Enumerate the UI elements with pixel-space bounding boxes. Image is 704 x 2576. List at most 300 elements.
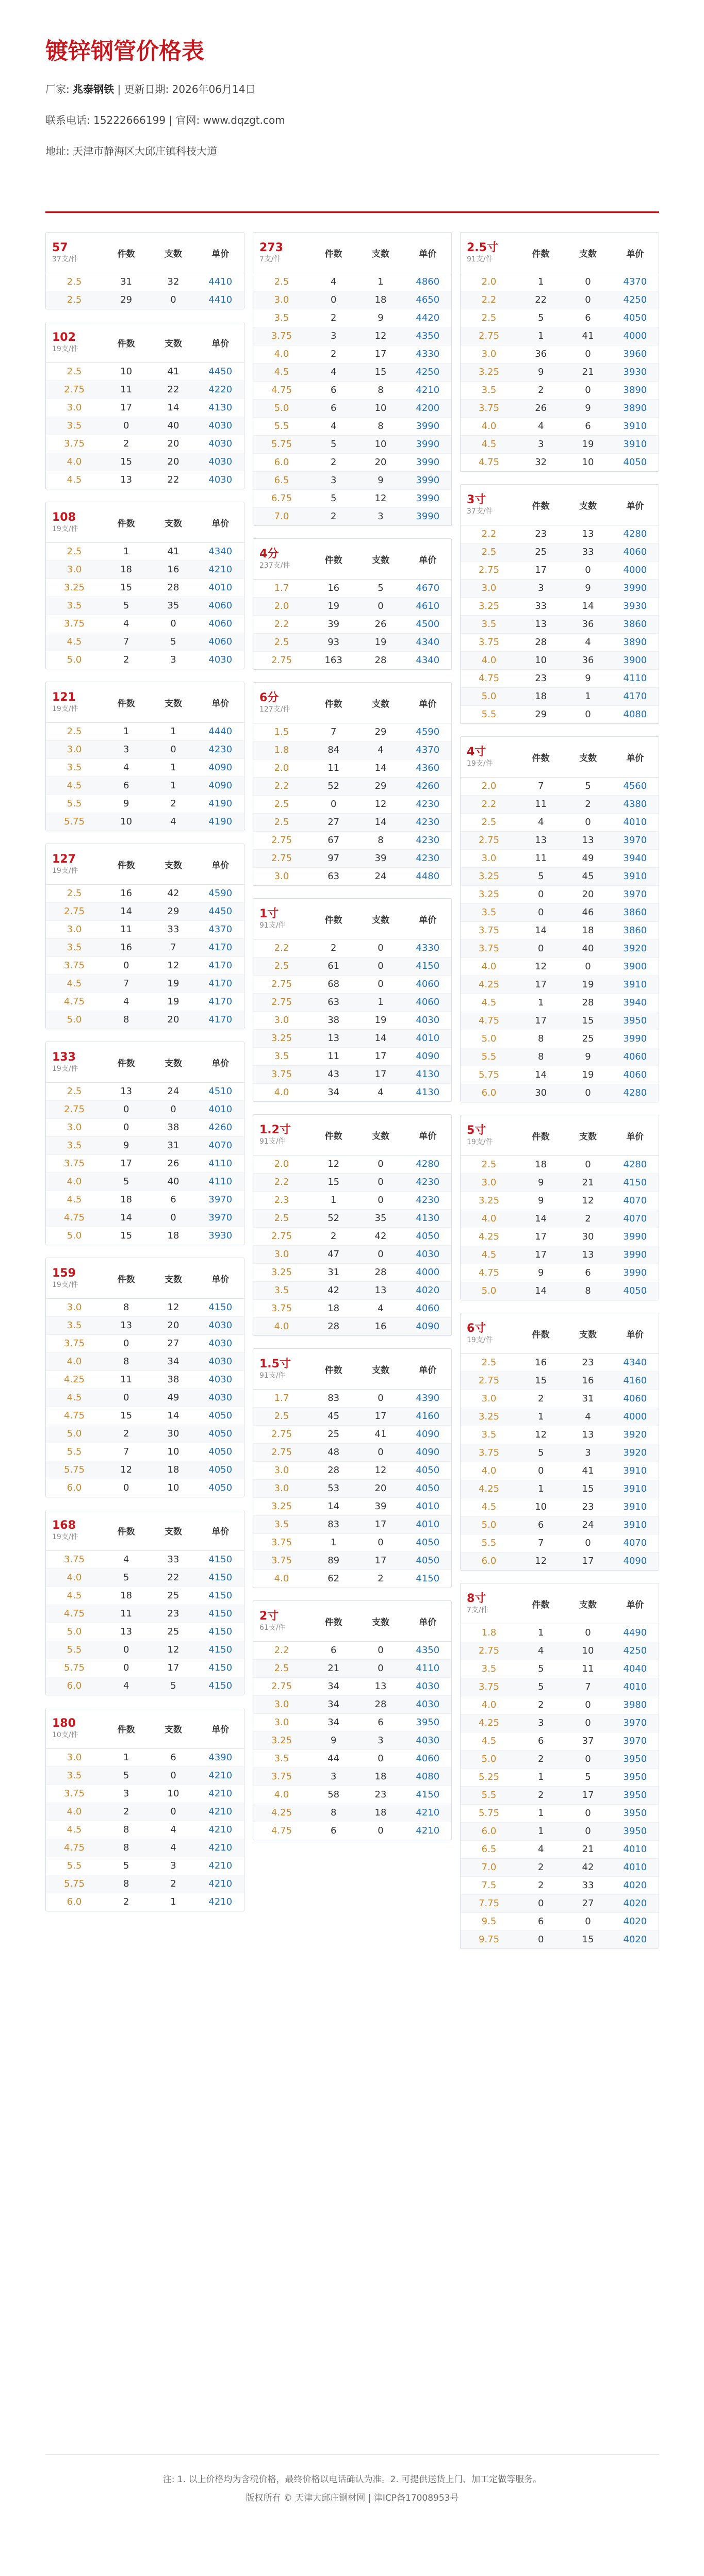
pieces-cell: 0 [585, 709, 591, 720]
footer-copyright: 版权所有 © 天津大邱庄钢材网 | 津ICP备17008953号 [245, 2493, 459, 2503]
price-table-header [461, 1313, 659, 1354]
pieces-cell: 40 [167, 1176, 179, 1187]
pieces-cell: 34 [167, 1356, 179, 1367]
bundles-cell: 12 [535, 1556, 547, 1566]
pipe-spec [253, 907, 310, 930]
table-row [253, 796, 451, 814]
table-row [461, 454, 659, 471]
pieces-cell: 0 [585, 1754, 591, 1764]
update-date: | 更新日期: 2026年06月14日 [117, 83, 256, 95]
wall-thickness-cell: 2.0 [274, 1159, 289, 1169]
pieces-header: 支数 [164, 1274, 182, 1285]
table-row [253, 832, 451, 850]
wall-thickness-cell: 3.0 [274, 1465, 289, 1476]
pieces-cell: 0 [170, 294, 176, 305]
pieces-cell: 20 [582, 889, 594, 900]
wall-thickness-cell: 3.75 [63, 618, 85, 629]
table-row [46, 1821, 244, 1839]
unit-price-cell: 3930 [623, 367, 647, 377]
wall-thickness-cell: 3.0 [274, 1699, 289, 1710]
pieces-cell: 25 [167, 1590, 179, 1601]
bundles-cell: 16 [120, 942, 133, 953]
bundles-cell: 5 [330, 439, 337, 450]
unit-price-cell: 4050 [416, 1483, 440, 1494]
bundles-header: 件数 [117, 249, 135, 259]
pieces-cell: 22 [167, 1572, 179, 1583]
unit-price-cell: 4190 [208, 816, 233, 827]
unit-price-cell: 4030 [416, 1735, 440, 1746]
table-row [253, 1462, 451, 1480]
bundles-cell: 45 [328, 1411, 340, 1422]
price-column-2 [253, 232, 452, 1853]
unit-price-cell: 4060 [416, 979, 440, 989]
wall-thickness-cell: 1.8 [481, 1627, 497, 1638]
table-row [253, 1786, 451, 1804]
wall-thickness-cell: 2.75 [271, 853, 292, 864]
unit-price-header: 单价 [626, 1131, 644, 1142]
pieces-cell: 17 [167, 1662, 179, 1673]
pipe-size: 121 [52, 691, 76, 704]
unit-price-cell: 4230 [416, 835, 440, 846]
wall-thickness-cell: 4.5 [481, 1249, 497, 1260]
pieces-cell: 31 [582, 1393, 594, 1404]
price-table-header [461, 1115, 659, 1156]
wall-thickness-cell: 3.0 [274, 1249, 289, 1260]
bundles-cell: 3 [537, 583, 544, 593]
bundles-header: 件数 [324, 699, 342, 709]
bundles-cell: 13 [535, 835, 547, 846]
wall-thickness-cell: 2.5 [67, 1086, 82, 1097]
pieces-cell: 1 [170, 762, 176, 773]
table-row [461, 1390, 659, 1408]
pieces-cell: 11 [582, 1663, 594, 1674]
table-row [461, 796, 659, 814]
bundles-cell: 2 [537, 1790, 544, 1801]
pieces-cell: 41 [374, 1429, 387, 1440]
pieces-per-bundle: 7支/件 [467, 1606, 488, 1614]
pieces-cell: 17 [374, 1519, 387, 1530]
wall-thickness-cell: 5.5 [481, 1538, 497, 1548]
pieces-cell: 39 [374, 1501, 387, 1512]
unit-price-cell: 4280 [416, 1159, 440, 1169]
bundles-cell: 11 [120, 1608, 133, 1619]
wall-thickness-cell: 9.5 [481, 1916, 497, 1927]
pieces-cell: 2 [378, 1573, 384, 1584]
pieces-cell: 25 [582, 1033, 594, 1044]
bundles-cell: 97 [328, 853, 340, 864]
wall-thickness-cell: 3.0 [274, 1015, 289, 1026]
wall-thickness-cell: 2.5 [67, 888, 82, 899]
pieces-cell: 8 [378, 385, 384, 395]
bundles-cell: 34 [328, 1699, 340, 1710]
pieces-cell: 29 [374, 781, 387, 791]
table-row [46, 1839, 244, 1857]
unit-price-cell: 4090 [416, 1447, 440, 1458]
pieces-cell: 28 [374, 655, 387, 666]
bundles-cell: 9 [123, 1140, 129, 1151]
unit-price-cell: 4060 [208, 636, 233, 647]
bundles-cell: 12 [535, 1429, 547, 1440]
unit-price-cell: 4010 [623, 1862, 647, 1873]
price-table [460, 736, 659, 1102]
pipe-size: 57 [52, 241, 68, 254]
pieces-cell: 24 [167, 1086, 179, 1097]
bundles-cell: 34 [328, 1681, 340, 1692]
pieces-cell: 9 [378, 475, 384, 486]
header-divider [45, 211, 659, 213]
pieces-cell: 1 [585, 691, 591, 702]
pieces-per-bundle: 19支/件 [52, 345, 78, 353]
table-row [461, 1895, 659, 1913]
bundles-cell: 2 [123, 1428, 129, 1439]
wall-thickness-cell: 2.2 [274, 1645, 289, 1656]
wall-thickness-cell: 4.5 [274, 367, 289, 377]
wall-thickness-cell: 4.0 [481, 1465, 497, 1476]
wall-thickness-cell: 3.5 [274, 1753, 289, 1764]
pipe-spec [253, 1124, 310, 1146]
bundles-cell: 9 [537, 1267, 544, 1278]
pieces-cell: 10 [582, 457, 594, 468]
bundles-cell: 9 [537, 1195, 544, 1206]
wall-thickness-cell: 3.5 [481, 1429, 497, 1440]
table-row [253, 1480, 451, 1498]
unit-price-cell: 4410 [208, 276, 233, 287]
unit-price-cell: 4060 [623, 1051, 647, 1062]
bundles-cell: 23 [535, 673, 547, 684]
unit-price-cell: 3980 [623, 1699, 647, 1710]
bundles-cell: 8 [123, 1356, 129, 1367]
wall-thickness-cell: 4.75 [478, 457, 500, 468]
wall-thickness-cell: 3.5 [274, 1285, 289, 1296]
wall-thickness-cell: 2.75 [478, 331, 500, 341]
bundles-header: 件数 [532, 1131, 550, 1142]
bundles-cell: 3 [330, 331, 337, 341]
price-table-header [461, 737, 659, 778]
bundles-cell: 4 [123, 1680, 129, 1691]
table-row [461, 309, 659, 327]
wall-thickness-cell: 1.8 [274, 745, 289, 755]
table-row [253, 490, 451, 508]
table-row [461, 1426, 659, 1444]
price-table-header [461, 233, 659, 273]
table-row [46, 1605, 244, 1623]
wall-thickness-cell: 6.0 [274, 457, 289, 468]
bundles-cell: 8 [537, 1033, 544, 1044]
unit-price-cell: 3990 [416, 475, 440, 486]
wall-thickness-cell: 5.25 [478, 1772, 500, 1782]
bundles-header: 件数 [117, 518, 135, 529]
bundles-cell: 2 [537, 1862, 544, 1873]
wall-thickness-cell: 6.0 [481, 1556, 497, 1566]
bundles-cell: 36 [535, 349, 547, 359]
bundles-header: 件数 [117, 860, 135, 871]
table-row [461, 1030, 659, 1048]
unit-price-cell: 4060 [208, 600, 233, 611]
pieces-header: 支数 [164, 1724, 182, 1735]
bundles-cell: 4 [330, 421, 337, 432]
bundles-cell: 3 [537, 439, 544, 450]
address-line: 地址: 天津市静海区大邱庄镇科技大道 [45, 145, 218, 157]
pieces-per-bundle: 127支/件 [259, 705, 290, 714]
wall-thickness-cell: 5.0 [481, 1285, 497, 1296]
wall-thickness-cell: 3.75 [478, 1447, 500, 1458]
wall-thickness-cell: 6.5 [274, 475, 289, 486]
unit-price-cell: 3970 [208, 1212, 233, 1223]
pieces-cell: 4 [585, 1411, 591, 1422]
table-row [461, 886, 659, 904]
unit-price-cell: 3960 [623, 349, 647, 359]
bundles-cell: 12 [120, 1464, 133, 1475]
bundles-cell: 0 [537, 907, 544, 918]
bundles-cell: 63 [328, 997, 340, 1008]
unit-price-cell: 4410 [208, 294, 233, 305]
unit-price-cell: 4030 [208, 1374, 233, 1385]
pieces-cell: 10 [167, 1446, 179, 1457]
wall-thickness-cell: 5.0 [67, 1014, 82, 1025]
pieces-cell: 20 [167, 456, 179, 467]
wall-thickness-cell: 5.5 [67, 798, 82, 809]
table-row [253, 382, 451, 400]
bundles-cell: 1 [123, 1752, 129, 1763]
wall-thickness-cell: 3.5 [274, 1519, 289, 1530]
wall-thickness-cell: 5.0 [67, 1428, 82, 1439]
bundles-cell: 7 [123, 978, 129, 989]
wall-thickness-cell: 4.75 [271, 1825, 292, 1836]
unit-price-cell: 4110 [416, 1663, 440, 1674]
wall-thickness-cell: 3.25 [478, 1411, 500, 1422]
pieces-cell: 37 [582, 1736, 594, 1746]
pieces-cell: 7 [170, 942, 176, 953]
table-row [461, 1012, 659, 1030]
table-row [461, 1714, 659, 1732]
unit-price-cell: 4000 [416, 1267, 440, 1278]
wall-thickness-cell: 2.2 [481, 294, 497, 305]
bundles-cell: 43 [328, 1069, 340, 1080]
pieces-header: 支数 [371, 249, 389, 259]
pieces-cell: 0 [170, 1104, 176, 1115]
bundles-cell: 7 [123, 636, 129, 647]
wall-thickness-cell: 3.0 [274, 294, 289, 305]
table-row [253, 1534, 451, 1552]
wall-thickness-cell: 3.5 [67, 600, 82, 611]
wall-thickness-cell: 4.5 [67, 1392, 82, 1403]
pieces-cell: 12 [374, 799, 387, 810]
bundles-cell: 2 [330, 312, 337, 323]
pipe-size: 2.5寸 [467, 241, 498, 254]
unit-price-cell: 4020 [623, 1880, 647, 1891]
bundles-cell: 8 [123, 1824, 129, 1835]
bundles-cell: 3 [123, 744, 129, 755]
table-row [461, 1516, 659, 1534]
table-row [461, 1534, 659, 1553]
table-row [461, 1084, 659, 1102]
pipe-spec [253, 1610, 310, 1632]
pieces-cell: 2 [170, 798, 176, 809]
pieces-cell: 9 [585, 1051, 591, 1062]
table-row [46, 579, 244, 597]
bundles-cell: 11 [120, 1374, 133, 1385]
pipe-spec [46, 1717, 103, 1740]
table-row [461, 868, 659, 886]
bundles-cell: 13 [120, 474, 133, 485]
unit-price-cell: 4480 [416, 871, 440, 882]
wall-thickness-cell: 2.5 [274, 817, 289, 828]
pipe-spec [253, 241, 310, 264]
bundles-cell: 2 [330, 349, 337, 359]
unit-price-cell: 4010 [623, 1844, 647, 1855]
unit-price-cell: 4260 [416, 781, 440, 791]
wall-thickness-cell: 4.0 [274, 349, 289, 359]
bundles-cell: 1 [537, 997, 544, 1008]
table-row [253, 1696, 451, 1714]
table-row [253, 1300, 451, 1318]
unit-price-cell: 4030 [208, 1392, 233, 1403]
unit-price-cell: 4110 [208, 1176, 233, 1187]
pieces-cell: 13 [582, 835, 594, 846]
table-row [46, 1191, 244, 1209]
wall-thickness-cell: 3.0 [274, 871, 289, 882]
bundles-header: 件数 [324, 1617, 342, 1628]
table-row [461, 1553, 659, 1570]
pieces-cell: 0 [585, 294, 591, 305]
unit-price-cell: 3990 [416, 439, 440, 450]
wall-thickness-cell: 7.75 [478, 1898, 500, 1909]
pieces-cell: 1 [378, 997, 384, 1008]
table-row [461, 976, 659, 994]
wall-thickness-cell: 3.75 [271, 1555, 292, 1566]
bundles-cell: 28 [535, 637, 547, 648]
pieces-cell: 0 [585, 276, 591, 287]
pieces-cell: 22 [167, 474, 179, 485]
wall-thickness-cell: 3.25 [271, 1735, 292, 1746]
pieces-header: 支数 [579, 1131, 597, 1142]
pipe-size: 1.2寸 [259, 1124, 291, 1136]
wall-thickness-cell: 3.75 [271, 1771, 292, 1782]
table-row [253, 1768, 451, 1786]
unit-price-cell: 4590 [208, 888, 233, 899]
pieces-cell: 0 [378, 979, 384, 989]
bundles-cell: 10 [120, 366, 133, 377]
bundles-cell: 6 [330, 1825, 337, 1836]
table-row [253, 616, 451, 634]
wall-thickness-cell: 3.0 [67, 1302, 82, 1313]
table-row [461, 1174, 659, 1192]
unit-price-cell: 4050 [416, 1231, 440, 1242]
table-row [253, 508, 451, 525]
pieces-header: 支数 [579, 249, 597, 259]
price-table [253, 1600, 452, 1840]
table-row [253, 1066, 451, 1084]
wall-thickness-cell: 3.5 [67, 1770, 82, 1781]
bundles-cell: 16 [328, 583, 340, 593]
wall-thickness-cell: 3.75 [63, 1158, 85, 1169]
bundles-cell: 6 [330, 403, 337, 414]
pieces-cell: 17 [374, 1069, 387, 1080]
price-table-header [46, 1708, 244, 1749]
pieces-cell: 13 [582, 1429, 594, 1440]
unit-price-cell: 3970 [623, 1736, 647, 1746]
unit-price-cell: 4610 [416, 601, 440, 612]
table-row [461, 598, 659, 616]
page-footer [45, 2454, 659, 2507]
pieces-cell: 25 [167, 1626, 179, 1637]
table-row [461, 904, 659, 922]
bundles-cell: 13 [120, 1086, 133, 1097]
unit-price-cell: 4210 [208, 1824, 233, 1835]
wall-thickness-cell: 4.5 [481, 997, 497, 1008]
table-row [46, 363, 244, 381]
wall-thickness-cell: 6.75 [271, 493, 292, 504]
table-row [461, 1498, 659, 1516]
pieces-cell: 17 [374, 1555, 387, 1566]
pieces-cell: 41 [582, 1465, 594, 1476]
unit-price-cell: 4150 [208, 1644, 233, 1655]
pieces-cell: 42 [167, 888, 179, 899]
unit-price-cell: 4230 [416, 799, 440, 810]
pieces-cell: 42 [582, 1862, 594, 1873]
table-row [461, 1787, 659, 1805]
price-table-header [46, 322, 244, 363]
pieces-cell: 10 [167, 1482, 179, 1493]
bundles-cell: 2 [537, 385, 544, 395]
unit-price-cell: 4380 [623, 799, 647, 810]
pieces-cell: 29 [167, 906, 179, 917]
table-row [253, 1210, 451, 1228]
table-row [461, 814, 659, 832]
table-row [461, 1372, 659, 1390]
table-row [461, 706, 659, 723]
unit-price-header: 单价 [211, 249, 230, 259]
unit-price-cell: 4390 [416, 1393, 440, 1403]
bundles-cell: 52 [328, 1213, 340, 1224]
unit-price-cell: 4070 [623, 1213, 647, 1224]
unit-price-cell: 3950 [623, 1754, 647, 1764]
price-table [253, 232, 452, 526]
table-row [461, 1678, 659, 1696]
wall-thickness-cell: 3.75 [478, 403, 500, 414]
bundles-cell: 58 [328, 1789, 340, 1800]
table-row [46, 1749, 244, 1767]
bundles-header: 件数 [532, 249, 550, 259]
bundles-cell: 7 [537, 781, 544, 791]
wall-thickness-cell: 3.25 [271, 1267, 292, 1278]
bundles-cell: 4 [537, 421, 544, 432]
bundles-cell: 2 [330, 943, 337, 953]
pieces-header: 支数 [164, 249, 182, 259]
wall-thickness-cell: 2.75 [271, 655, 292, 666]
unit-price-cell: 3950 [623, 1808, 647, 1819]
table-row [46, 1101, 244, 1119]
wall-thickness-cell: 5.5 [67, 1644, 82, 1655]
unit-price-cell: 4210 [416, 1825, 440, 1836]
bundles-cell: 1 [123, 726, 129, 737]
bundles-cell: 1 [330, 1195, 337, 1206]
bundles-cell: 11 [535, 799, 547, 810]
pipe-size: 5寸 [467, 1124, 486, 1137]
table-row [46, 1425, 244, 1443]
wall-thickness-cell: 4.25 [271, 1807, 292, 1818]
bundles-cell: 2 [123, 1806, 129, 1817]
unit-price-cell: 4010 [208, 582, 233, 593]
wall-thickness-cell: 2.0 [274, 763, 289, 773]
wall-thickness-cell: 3.5 [481, 907, 497, 918]
wall-thickness-cell: 3.25 [63, 582, 85, 593]
unit-price-cell: 4450 [208, 366, 233, 377]
unit-price-cell: 4020 [416, 1285, 440, 1296]
table-row [253, 1318, 451, 1335]
unit-price-cell: 4130 [416, 1213, 440, 1224]
wall-thickness-cell: 2.5 [67, 294, 82, 305]
